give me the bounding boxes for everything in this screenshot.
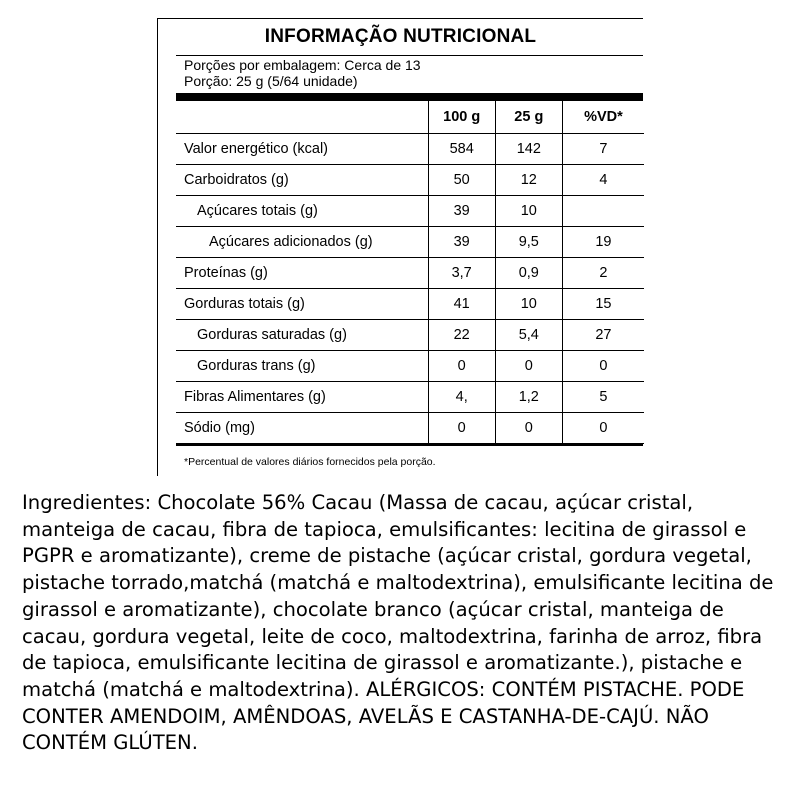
value-100g: 0 bbox=[428, 351, 495, 382]
value-100g: 4, bbox=[428, 382, 495, 413]
value-100g: 3,7 bbox=[428, 258, 495, 289]
table-row bbox=[176, 320, 644, 351]
value-25g: 5,4 bbox=[495, 320, 562, 351]
value-100g: 41 bbox=[428, 289, 495, 320]
nutrient-label: Carboidratos (g) bbox=[176, 165, 428, 196]
nutrient-label: Gorduras saturadas (g) bbox=[176, 320, 428, 351]
footnote-divider bbox=[176, 444, 643, 446]
value-100g: 584 bbox=[428, 134, 495, 165]
column-header-label bbox=[176, 101, 428, 134]
value-vd: 7 bbox=[562, 134, 644, 165]
value-100g: 39 bbox=[428, 227, 495, 258]
value-vd bbox=[562, 196, 644, 227]
nutrition-table bbox=[176, 101, 644, 444]
value-vd: 5 bbox=[562, 382, 644, 413]
column-header-vd: %VD* bbox=[562, 101, 644, 134]
value-25g: 12 bbox=[495, 165, 562, 196]
value-vd: 0 bbox=[562, 413, 644, 444]
value-vd: 2 bbox=[562, 258, 644, 289]
value-25g: 9,5 bbox=[495, 227, 562, 258]
value-25g: 1,2 bbox=[495, 382, 562, 413]
nutrient-label: Fibras Alimentares (g) bbox=[176, 382, 428, 413]
table-row bbox=[176, 289, 644, 320]
value-100g: 22 bbox=[428, 320, 495, 351]
footnote: *Percentual de valores diários fornecidos pela porção. bbox=[184, 456, 436, 468]
table-row bbox=[176, 258, 644, 289]
value-vd: 19 bbox=[562, 227, 644, 258]
value-vd: 4 bbox=[562, 165, 644, 196]
table-header-row bbox=[176, 101, 644, 134]
nutrient-label: Sódio (mg) bbox=[176, 413, 428, 444]
table-row bbox=[176, 382, 644, 413]
panel-title: INFORMAÇÃO NUTRICIONAL bbox=[264, 26, 537, 47]
nutrient-label: Açúcares adicionados (g) bbox=[176, 227, 428, 258]
nutrient-label: Valor energético (kcal) bbox=[176, 134, 428, 165]
table-row bbox=[176, 134, 644, 165]
value-vd: 27 bbox=[562, 320, 644, 351]
nutrient-label: Açúcares totais (g) bbox=[176, 196, 428, 227]
value-25g: 0 bbox=[495, 413, 562, 444]
value-100g: 39 bbox=[428, 196, 495, 227]
nutrition-facts-panel bbox=[157, 18, 643, 476]
value-25g: 0,9 bbox=[495, 258, 562, 289]
table-row bbox=[176, 196, 644, 227]
value-25g: 0 bbox=[495, 351, 562, 382]
value-25g: 10 bbox=[495, 196, 562, 227]
nutrient-label: Gorduras totais (g) bbox=[176, 289, 428, 320]
table-row bbox=[176, 351, 644, 382]
title-divider bbox=[176, 55, 643, 56]
value-vd: 15 bbox=[562, 289, 644, 320]
table-row bbox=[176, 413, 644, 444]
value-25g: 10 bbox=[495, 289, 562, 320]
value-vd: 0 bbox=[562, 351, 644, 382]
value-100g: 50 bbox=[428, 165, 495, 196]
column-header-25g: 25 g bbox=[495, 101, 562, 134]
ingredients-text: Ingredientes: Chocolate 56% Cacau (Massa de cacau, açúcar cristal, manteiga de cacau, fibra de tapioca, emulsificantes: lecitina de girassol e PGPR e aromatizante), creme de pistache (açúcar cristal, gordura vegetal, pistache torrado,matchá (matchá e maltodextrina), emulsificante lecitina de girassol e aromatizante), chocolate branco (açúcar cristal, manteiga de cacau, gordura vegetal, leite de coco, maltodextrina, farinha de arroz, fibra de tapioca, emulsificante lecitina de girassol e aromatizante.), pistache e matchá (matchá e maltodextrina). ALÉRGICOS: CONTÉM PISTACHE. PODE CONTER AMENDOIM, AMÊNDOAS, AVELÃS E CASTANHA-DE-CAJÚ. NÃO CONTÉM GLÚTEN. bbox=[22, 491, 774, 755]
servings-per-package: Porções por embalagem: Cerca de 13 bbox=[184, 57, 421, 73]
column-header-100g: 100 g bbox=[428, 101, 495, 134]
table-row bbox=[176, 227, 644, 258]
thick-divider bbox=[176, 93, 643, 101]
value-25g: 142 bbox=[495, 134, 562, 165]
value-100g: 0 bbox=[428, 413, 495, 444]
table-row bbox=[176, 165, 644, 196]
servings-info bbox=[184, 57, 421, 89]
nutrient-label: Gorduras trans (g) bbox=[176, 351, 428, 382]
nutrient-label: Proteínas (g) bbox=[176, 258, 428, 289]
serving-size: Porção: 25 g (5/64 unidade) bbox=[184, 73, 358, 89]
